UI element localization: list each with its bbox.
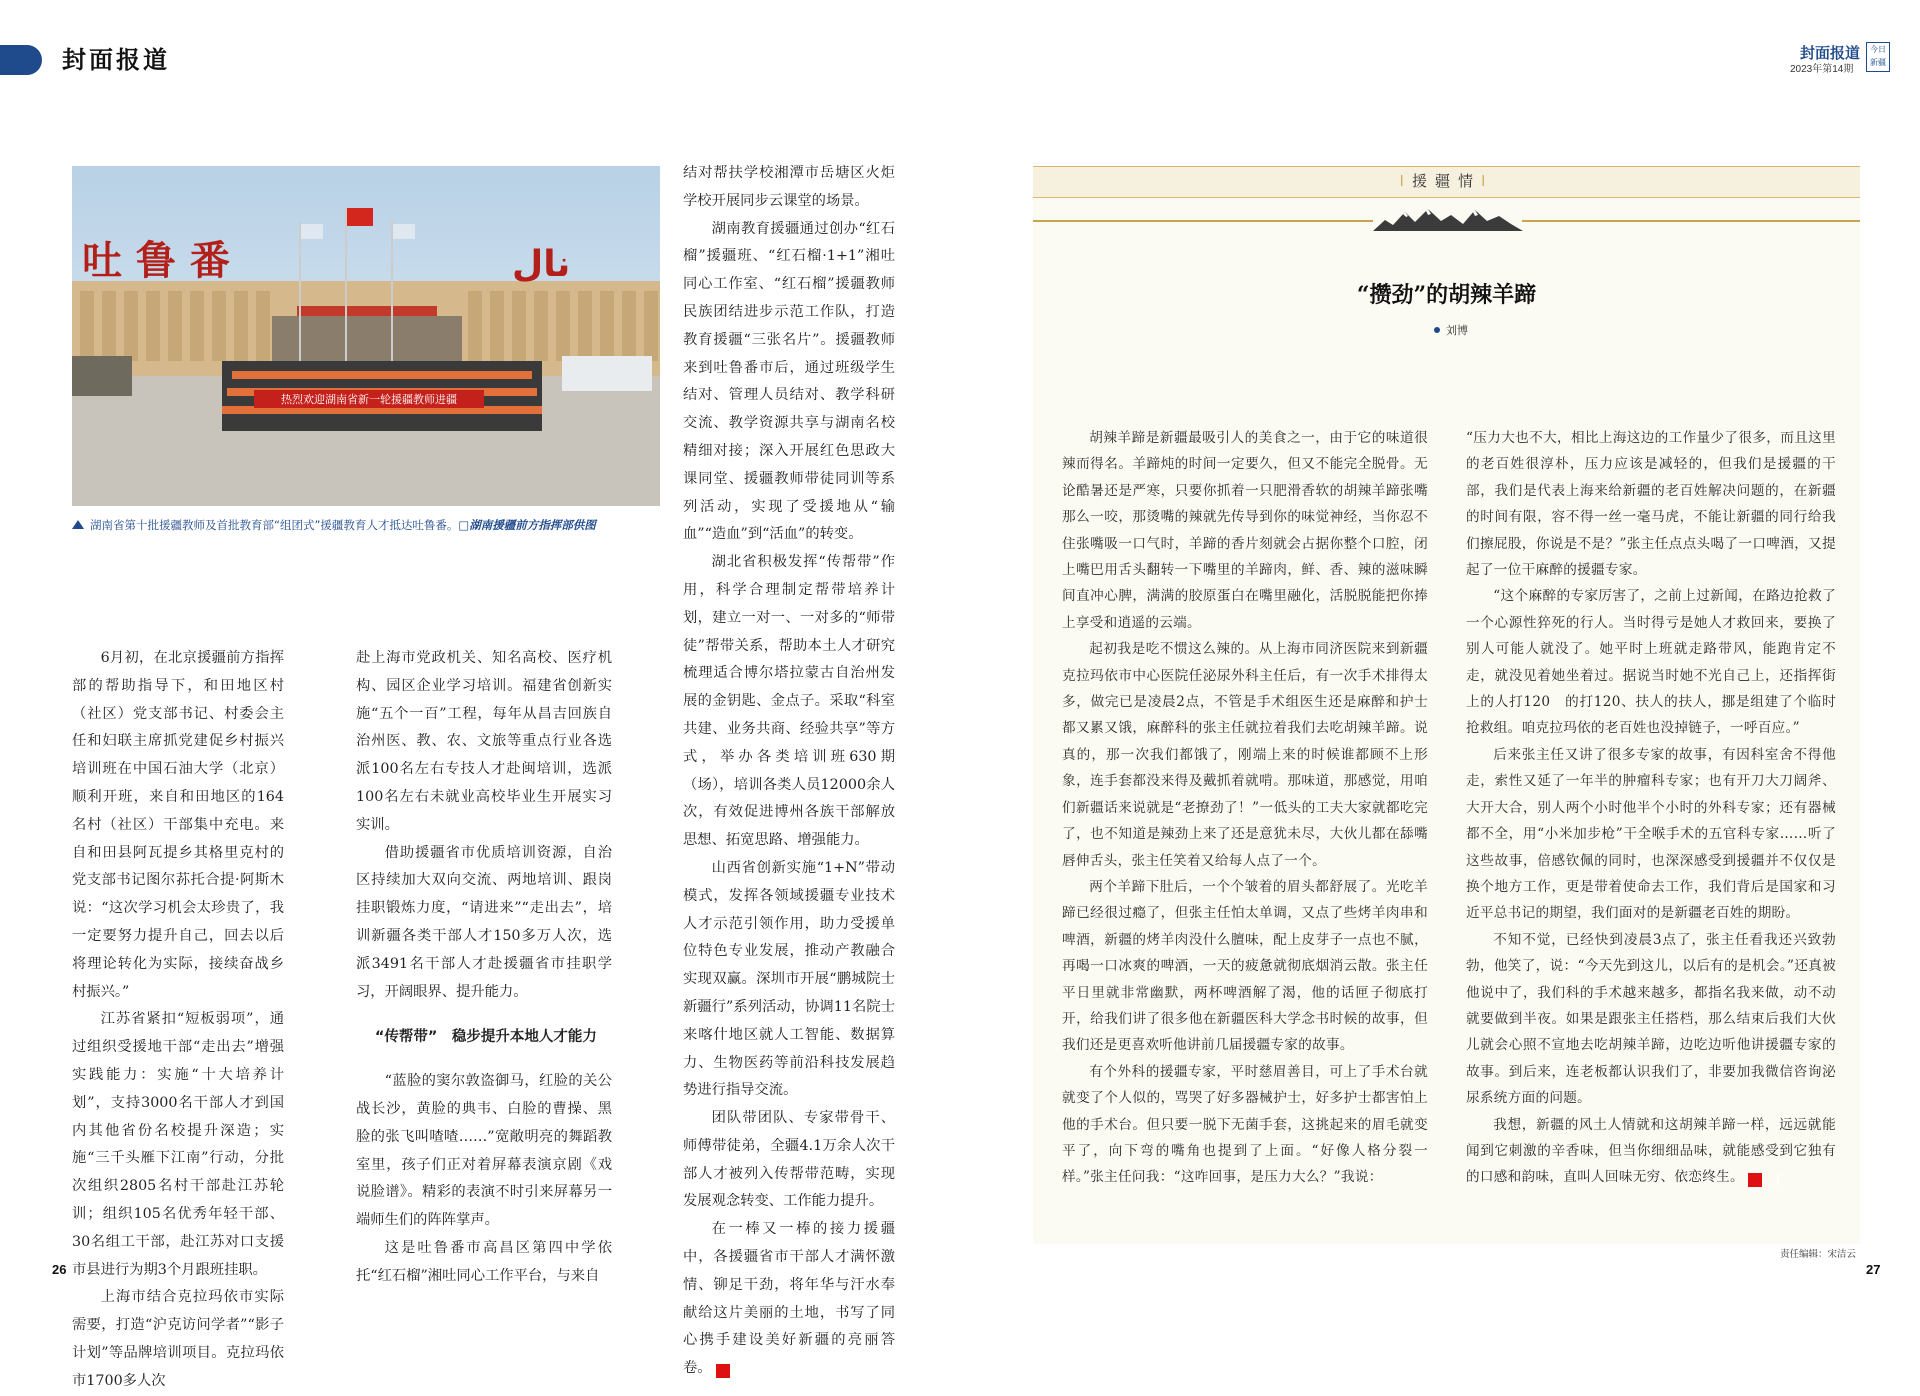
triangle-marker-icon — [72, 520, 84, 529]
article-author — [1434, 322, 1468, 338]
paragraph: 江苏省紧扣“短板弱项”，通过组织受援地干部“走出去”增强实践能力：实施“十大培养计划”，支持3000名干部人才到国内其他省份名校提升深造；实施“三千头雁下江南”行动，分批次组织2805名村干部赴江苏轮训；组织105名优秀年轻干部、30名组工干部，赴江苏对口支援市县进行为期3个月跟班挂职。 — [72, 1011, 284, 1278]
magazine-logo-badge — [1866, 42, 1890, 72]
photo-illustration — [72, 166, 660, 506]
caption-source: □湖南援疆前方指挥部供图 — [458, 518, 596, 532]
right-column-2 — [1466, 425, 1836, 1191]
welcome-banner-text: 热烈欢迎湖南省新一轮援疆教师进疆 — [281, 393, 457, 406]
left-column-1 — [72, 645, 284, 1396]
mountain-ornament-icon — [1373, 206, 1523, 232]
paragraph: 6月初，在北京援疆前方指挥部的帮助指导下，和田地区村（社区）党支部书记、村委会主任和妇联主席抓党建促乡村振兴培训班在中国石油大学（北京）顺利开班，来自和田地区的164名村（社区）干部集中充电。来自和田县阿瓦提乡其格里克村的党支部书记图尔荪托合提·阿斯木说：“这次学习机会太珍贵了，我一定要努力提升自己，回去以后将理论转化为实际，接续奋战乡村振兴。” — [72, 650, 284, 1000]
header-brand: 封面报道 — [1800, 44, 1861, 62]
page-number-right: 27 — [1866, 1262, 1881, 1277]
editor-credit: 责任编辑：宋洁云 — [1780, 1249, 1857, 1260]
paragraph: 山西省创新实施“1+N”带动模式，发挥各领域援疆专业技术人才示范引领作用，助力受援单位特色专业发展，推动产教融合实现双赢。深圳市开展“鹏城院士新疆行”系列活动，协调11名院士来喀什地区就人工智能、数据算力、生物医药等前沿科技发展趋势进行指导交流。 — [683, 859, 895, 1099]
paragraph: 赴上海市党政机关、知名高校、医疗机构、园区企业学习培训。福建省创新实施“五个一百”工程，每年从昌吉回族自治州医、教、农、文旅等重点行业各选派100名左右专技人才赴闽培训，选派100名左右未就业高校毕业生开展实习实训。 — [356, 650, 612, 833]
paragraph: “压力大也不大，相比上海这边的工作量少了很多，而且这里的老百姓很淳朴，压力应该是减轻的，但我们是援疆的干部，我们是代表上海来给新疆的老百姓解决问题的，在新疆的时间有限，容不得一丝一毫马虎，不能让新疆的同行给我们擦屁股，你说是不是？”张主任点点头喝了一口啤酒，又提起了一位干麻醉的援疆专家。 — [1466, 430, 1836, 579]
station-sign: 吐 鲁 番 — [82, 237, 230, 284]
final-paragraph-text: 我想，新疆的风土人情就和这胡辣羊蹄一样，远远就能闻到它刺激的辛香味，但当你细细品味，就能感受到它独有的口感和韵味，直叫人回味无穷、依恋终生。 — [1466, 1116, 1836, 1186]
section-subheading: “传帮带” 稳步提升本地人才能力 — [374, 1029, 597, 1046]
end-mark-icon: J — [1748, 1173, 1762, 1187]
paragraph: 不知不觉，已经快到凌晨3点了，张主任看我还兴致勃勃，他笑了，说：“今天先到这儿，以后有的是机会。”还真被他说中了，我们科的手术越来越多，都指名我来做，动不动就要做到半夜。如果是跟张主任搭档，那么结束后我们大伙儿就会心照不宣地去吃胡辣羊蹄，边吃边听他讲援疆专家的故事。到后来，连老板都认识我们了，非要加我微信咨询泌尿系统方面的问题。 — [1466, 931, 1836, 1107]
paragraph: 两个羊蹄下肚后，一个个皱着的眉头都舒展了。光吃羊蹄已经很过瘾了，但张主任怕太单调，又点了些烤羊肉串和啤酒，新疆的烤羊肉没什么膻味，配上皮芽子一点也不腻，再喝一口冰爽的啤酒，一天的疲惫就彻底烟消云散。张主任平日里就非常幽默，两杯啤酒解了渴，他的话匣子彻底打开，给我们讲了很多他在新疆医科大学念书时候的故事，但我们还是更喜欢听他讲前几届援疆专家的故事。 — [1062, 878, 1428, 1054]
paragraph: 结对帮扶学校湘潭市岳塘区火炬学校开展同步云课堂的场景。 — [683, 165, 895, 209]
paragraph: 湖北省积极发挥“传帮带”作用，科学合理制定帮带培养计划，建立一对一、一对多的“师带徒”帮带关系，帮助本土人才研究梳理适合博尔塔拉蒙古自治州发展的金钥匙、金点子。采取“科室共建、业务共商、经验共享”等方式，举办各类培训班630期（场），培训各类人员12000余人次，有效促进博州各族干部解放思想、拓宽思路、增强能力。 — [683, 554, 895, 849]
paragraph: 上海市结合克拉玛依市实际需要，打造“沪克访问学者”“影子计划”等品牌培训项目。克拉玛依市1700多人次 — [72, 1289, 284, 1389]
divider-line-right — [1522, 220, 1860, 222]
cover-photo — [72, 166, 660, 506]
svg-text:ﻧﺎﻝ: ﻧﺎﻝ — [512, 244, 571, 285]
article-title: “攒劲”的胡辣羊蹄 — [1356, 282, 1537, 308]
issue-label: 2023年第14期 — [1790, 64, 1854, 75]
paragraph: 起初我是吃不惯这么辣的。从上海市同济医院来到新疆克拉玛依市中心医院任泌尿外科主任后，有一次手术排得太多，做完已是凌晨2点，不管是手术组医生还是麻醉和护士都又累又饿，麻醉科的张主任就拉着我们去吃胡辣羊蹄。说真的，那一次我们都饿了，刚端上来的时候谁都顾不上形象，连手套都没来得及戴抓着就啃。那味道，那感觉，用咱们新疆话来说就是“老撩劲了！”一低头的工夫大家就都吃完了，也不知道是辣劲上来了还是意犹未尽，大伙儿都在舔嘴唇伸舌头，张主任笑着又给每人点了一个。 — [1062, 641, 1428, 869]
section-title: 封面报道 — [62, 45, 170, 74]
final-paragraph-text: 在一棒又一棒的接力援疆中，各援疆省市干部人才满怀激情、铆足干劲，将年华与汗水奉献给这片美丽的土地，书写了同心携手建设美好新疆的亮丽答卷。 — [683, 1221, 895, 1377]
paragraph: 团队带团队、专家带骨干、师傅带徒弟，全疆4.1万余人次干部人才被列入传帮带范畴，实现发展观念转变、工作能力提升。 — [683, 1110, 895, 1210]
paragraph: 有个外科的援疆专家，平时慈眉善目，可上了手术台就就变了个人似的，骂哭了好多器械护士，好多护士都害怕上他的手术台。但只要一脱下无菌手套，这挑起来的眉毛就变平了，向下弯的嘴角也提到了上面。“好像人格分裂一样。”张主任问我：“这咋回事，是压力大么？”我说： — [1062, 1063, 1428, 1186]
end-mark-icon: J — [716, 1364, 730, 1378]
badge-text: 今日 新疆 — [1870, 45, 1886, 67]
left-column-2 — [356, 645, 612, 1291]
paragraph: “这个麻醉的专家厉害了，之前上过新闻，在路边抢救了一个心源性猝死的行人。当时得亏是她人才救回来，要换了别人可能人就没了。她平时上班就走路带风，能跑肯定不走，就没见着她坐着过。据说当时她不光自己上，还指挥街上的人打120 的打120、扶人的扶人，挪是组建了个临时抢救组。咱克拉玛依的老百姓也没掉链子，一呼百应。” — [1466, 588, 1836, 737]
column-banner-title: ǀ援疆情ǀ — [1399, 172, 1494, 190]
column-name: 援疆情 — [1411, 172, 1481, 190]
caption-text: 湖南省第十批援疆教师及首批教育部“组团式”援疆教育人才抵达吐鲁番。 — [90, 518, 459, 532]
paragraph — [1466, 1112, 1836, 1191]
left-column-3 — [683, 160, 895, 1383]
paragraph: 湖南教育援疆通过创办“红石榴”援疆班、“红石榴·1+1”湘吐同心工作室、“红石榴”援疆教师民族团结进步示范工作队，打造教育援疆“三张名片”。援疆教师来到吐鲁番市后，通过班级学生结对、管理人员结对、教学科研交流、教学资源共享与湖南名校精细对接；深入开展红色思政大课同堂、援疆教师带徒同训等系列活动，实现了受援地从“输血”“造血”到“活血”的转变。 — [683, 220, 895, 543]
right-column-1 — [1062, 425, 1428, 1191]
author-name: 刘博 — [1446, 324, 1468, 337]
paragraph — [683, 1216, 895, 1383]
page-number-left: 26 — [52, 1262, 67, 1277]
divider-line-left — [1033, 220, 1373, 222]
bullet-dot-icon — [1434, 327, 1440, 333]
header-color-tab — [0, 45, 42, 75]
paragraph: “蓝脸的窦尔敦盗御马，红脸的关公战长沙，黄脸的典韦、白脸的曹操、黑脸的张飞叫喳喳……”宽敞明亮的舞蹈教室里，孩子们正对着屏幕表演京剧《戏说脸谱》。精彩的表演不时引来屏幕另一端师生们的阵阵掌声。 — [356, 1073, 612, 1229]
photo-caption — [72, 517, 672, 533]
paragraph: 借助援疆省市优质培训资源，自治区持续加大双向交流、两地培训、跟岗挂职锻炼力度，“请进来”“走出去”，培训新疆各类干部人才150多万人次，选派3491名干部人才赴援疆省市挂职学习，开阔眼界、提升能力。 — [356, 844, 612, 1000]
paragraph: 胡辣羊蹄是新疆最吸引人的美食之一，由于它的味道很辣而得名。羊蹄炖的时间一定要久，但又不能完全脱骨。无论酷暑还是严寒，只要你抓着一只肥滑香软的胡辣羊蹄张嘴那么一咬，那烫嘴的辣就先传导到你的味觉神经，当你忍不住张嘴吸一口气时，羊蹄的香片刻就会占据你整个口腔，闭上嘴巴用舌头翻转一下嘴里的羊蹄肉，鲜、香、辣的滋味瞬间直冲心脾，满满的胶原蛋白在嘴里融化，活脱脱能把你捧上享受和逍遥的云端。 — [1062, 430, 1428, 631]
paragraph: 后来张主任又讲了很多专家的故事，有因科室舍不得他走，索性又延了一年半的肿瘤科专家；也有开刀大刀阔斧、大开大合，别人两个小时他半个小时的外科专家；还有器械都不全，用“小米加步枪”干全喉手术的五官科专家……听了这些故事，倍感钦佩的同时，也深深感受到援疆并不仅仅是换个地方工作，更是带着使命去工作，我们背后是国家和习近平总书记的期望，我们面对的是新疆老百姓的期盼。 — [1466, 746, 1836, 922]
paragraph: 这是吐鲁番市高昌区第四中学依托“红石榴”湘吐同心工作平台，与来自 — [356, 1239, 612, 1284]
